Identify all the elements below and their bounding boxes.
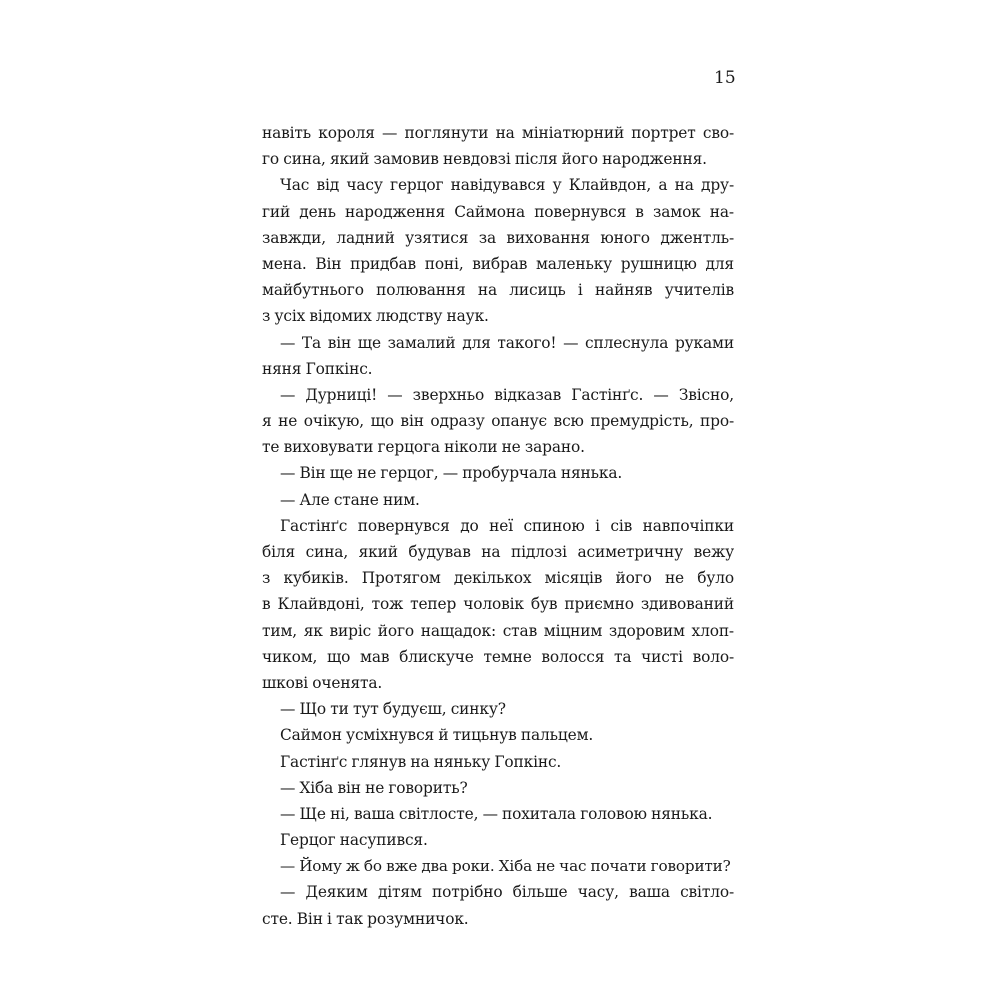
text-line: я не очікую, що він одразу опанує всю премудрість, про- [262, 412, 734, 431]
text-line: — Хіба він не говорить? [280, 778, 468, 797]
text-line: — Що ти тут будуєш, синку? [280, 700, 506, 719]
text-line: — Але стане ним. [280, 490, 420, 509]
text-line: Герцог насупився. [280, 831, 428, 850]
text-line: те виховувати герцога ніколи не зарано. [262, 438, 585, 457]
text-line: сте. Він і так розумничок. [262, 909, 469, 928]
text-line: в Клайвдоні, тож тепер чоловік був приємно здивований [262, 595, 734, 614]
body-text [262, 120, 734, 932]
text-line: гий день народження Саймона повернувся в замок на- [262, 202, 734, 221]
text-line: шкові оченята. [262, 673, 383, 692]
text-line: мена. Він придбав поні, вибрав маленьку рушницю для [262, 254, 734, 273]
text-line: — Дурниці! — зверхньо відказав Гастінґс. — Звісно, [280, 385, 734, 404]
text-line: з усіх відомих людству наук. [262, 307, 489, 326]
text-line: — Він ще не герцог, — пробурчала нянька. [280, 464, 623, 483]
text-line: — Йому ж бо вже два роки. Хіба не час почати говорити? [280, 857, 731, 876]
text-line: няня Гопкінс. [262, 359, 373, 378]
text-line: Гастінґс глянув на няньку Гопкінс. [280, 752, 562, 771]
text-line: біля сина, який будував на підлозі асиметричну вежу [262, 543, 734, 561]
text-line: — Деяким дітям потрібно більше часу, ваша світло- [280, 883, 734, 902]
text-line: завжди, ладний узятися за виховання юного джентль- [262, 228, 734, 247]
text-line: з кубиків. Протягом декількох місяців його не було [262, 569, 734, 588]
text-line: навіть короля — поглянути на мініатюрний портрет сво- [262, 124, 734, 142]
text-line: майбутнього полювання на лисиць і найняв учителів [262, 281, 734, 300]
text-line: — Ще ні, ваша світлосте, — похитала головою нянька. [280, 804, 713, 823]
page-number: 15 [714, 68, 736, 88]
text-line: го сина, який замовив невдовзі після його народження. [262, 150, 707, 169]
text-line: Час від часу герцог навідувався у Клайвдон, а на дру- [280, 176, 734, 195]
text-line: Саймон усміхнувся й тицьнув пальцем. [280, 726, 594, 745]
text-line: чиком, що мав блискуче темне волосся та чисті воло- [262, 647, 734, 666]
text-line: Гастінґс повернувся до неї спиною і сів навпочіпки [280, 516, 734, 535]
text-line: тим, як виріс його нащадок: став міцним здоровим хлоп- [262, 621, 734, 640]
text-line: — Та він ще замалий для такого! — сплеснула руками [280, 333, 734, 352]
